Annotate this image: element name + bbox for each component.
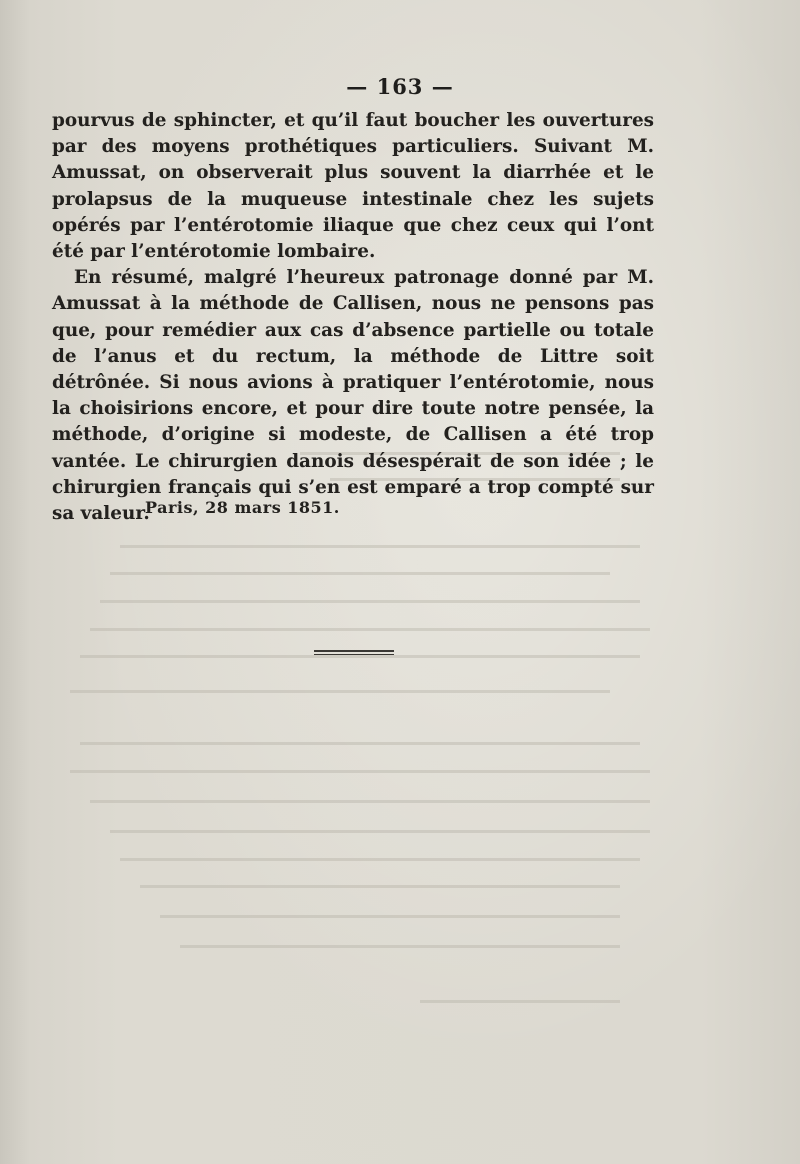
body-text — [52, 108, 654, 527]
paragraph: En résumé, malgré l’heureux patronage donné par M. Amussat à la méthode de Callisen, nous ne pensons pas que, pour remédier aux cas d’absence partielle ou totale de l’anus et du rectum, la méthode de Littre soit détrônée. Si nous avions à pratiquer l’entérotomie, nous la choisirions encore, et pour dire toute notre pensée, la méthode, d’origine si modeste, de Callisen a été trop vantée. Le chirurgien danois désespérait de son idée ; le chirurgien français qui s’en est emparé a trop compté sur sa valeur. — [52, 267, 654, 525]
rule-line — [314, 654, 394, 656]
dateline: Paris, 28 mars 1851. — [145, 498, 340, 517]
rule-line — [314, 650, 394, 652]
end-rule — [314, 650, 394, 656]
paragraph: pourvus de sphincter, et qu’il faut boucher les ouvertures par des moyens prothétiques particuliers. Suivant M. Amussat, on observerait plus souvent la diarrhée et le prolapsus de la muqueuse intestinale chez les sujets opérés par l’entérotomie iliaque que chez ceux qui l’ont été par l’entérotomie lombaire. — [52, 110, 654, 263]
page-number: — 163 — — [346, 74, 454, 99]
